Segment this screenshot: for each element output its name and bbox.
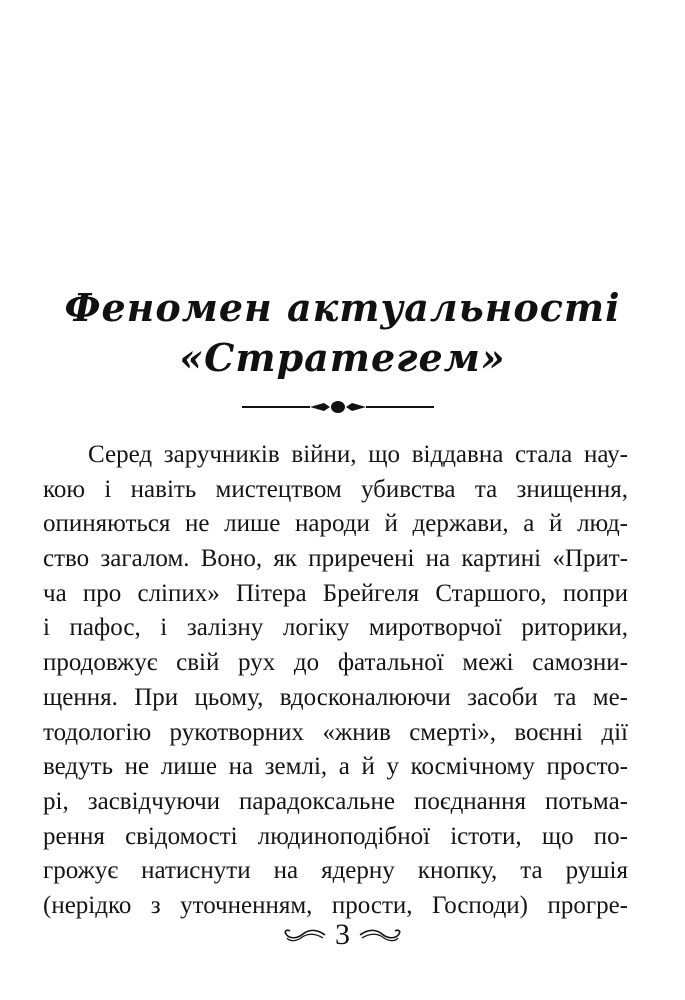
title-ornament-divider [240, 398, 436, 416]
right-flourish-icon [358, 927, 402, 943]
chapter-title-line-1: Феномен актуальності [64, 285, 621, 330]
chapter-title [0, 283, 685, 383]
chapter-title-line-2: «Стратегем» [179, 335, 506, 380]
text-line: рення свідомості людиноподібної істоти, що по- [43, 822, 628, 850]
text-line: ство загалом. Воно, як приречені на картині «Прит- [43, 545, 628, 573]
text-line: грожує натиснути на ядерну кнопку, та рушія [43, 857, 628, 885]
text-line: рі, засвідчуючи парадоксальне поєднання потьма- [43, 787, 628, 815]
text-line: кою і навіть мистецтвом убивства та знищення, [43, 475, 628, 503]
text-line: щення. При цьому, вдосконалюючи засоби та ме- [43, 683, 628, 711]
text-line: опиняються не лише народи й держави, а й люд- [43, 510, 628, 538]
page-footer [0, 915, 685, 955]
text-line: тодологію рукотворних «жнив смерті», воєнні дії [43, 718, 628, 746]
left-flourish-icon [283, 927, 327, 943]
text-line: і пафос, і залізну логіку миротворчої риторики, [43, 614, 628, 642]
text-line: (нерідко з уточненням, прости, Господи) прогре- [43, 891, 628, 919]
body-paragraph [43, 438, 628, 924]
text-line: продовжує свій рух до фатальної межі самозни- [43, 649, 628, 677]
text-line: ча про сліпих» Пітера Брейгеля Старшого, попри [43, 579, 628, 607]
text-line: ведуть не лише на землі, а й у космічному просто- [43, 753, 628, 781]
text-line: Серед заручників війни, що віддавна стала нау- [88, 441, 628, 468]
page-number: 3 [335, 918, 350, 951]
